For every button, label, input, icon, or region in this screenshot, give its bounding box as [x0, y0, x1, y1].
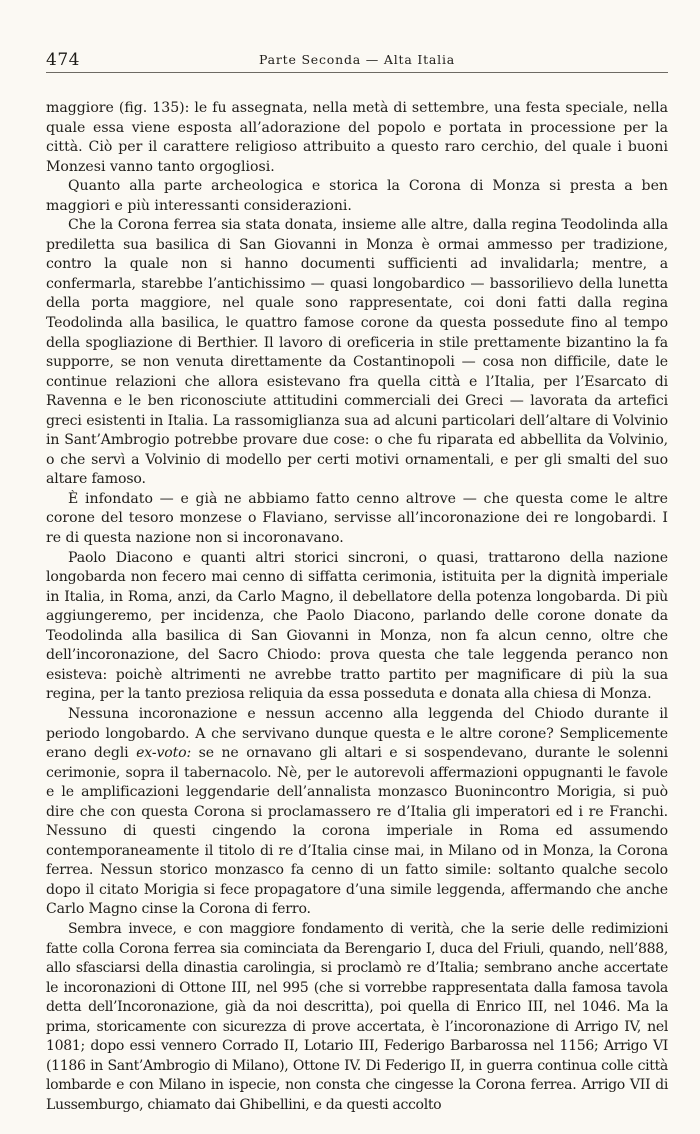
paragraph: [46, 705, 668, 920]
paragraph: Sembra invece, e con maggiore fondamento di verità, che la serie delle redimizioni fatte colla Corona ferrea sia cominciata da Berengario I, duca del Friuli, quando, nell’888, allo sfasciarsi della dinastia carolingia, si proclamò re d’Italia; sembrano anche accertate le incoronazioni di Ottone III, nel 995 (che si vorrebbe rappresentata dalla famosa tavola detta dell’Incoronazione, già da noi descritta), poi quella di Enrico III, nel 1046. Ma la prima, storicamente con sicurezza di prove accertata, è l’incoronazione di Arrigo IV, nel 1081; dopo essi vennero Corrado II, Lotario III, Federigo Barbarossa nel 1156; Arrigo VI (1186 in Sant’Ambrogio di Milano), Ottone IV. Di Federigo II, in guerra continua colle città lombarde e con Milano in ispecie, non consta che cingesse la Corona ferrea. Arrigo VII di Lussemburgo, chiamato dai Ghibellini, e da questi accolto: [46, 920, 668, 1113]
paragraph: È infondato — e già ne abbiamo fatto cenno altrove — che questa come le altre corone del tesoro monzese o Flaviano, servisse all’incoronazione dei re longobardi. I re di questa nazione non si incoronavano.: [46, 490, 668, 547]
body-text: [46, 99, 668, 1115]
italic-term: ex-voto:: [136, 745, 192, 762]
paragraph-text: Nessuna incoronazione e nessun accenno alla leggenda del Chiodo durante il periodo longobardo. A che servivano dunque questa e le altre corone? Semplicemente erano degli: [46, 705, 668, 762]
paragraph: Paolo Diacono e quanti altri storici sincroni, o quasi, trattarono della nazione longobarda non fecero mai cenno di siffatta cerimonia, istituita per la dignità imperiale in Italia, in Roma, anzi, da Carlo Magno, il debellatore della potenza longobarda. Di più aggiungeremo, per incidenza, che Paolo Diacono, parlando delle corone donate da Teodolinda alla basilica di San Giovanni in Monza, non fa alcun cenno, oltre che dell’incoronazione, del Sacro Chiodo: prova questa che tale leggenda peranco non esisteva: poichè altrimenti ne avrebbe tratto partito per magnificare di più la sua regina, per la tanto preziosa reliquia da essa posseduta e donata alla chiesa di Monza.: [46, 549, 668, 703]
paragraph: maggiore (fig. 135): le fu assegnata, nella metà di settembre, una festa speciale, nella quale essa viene esposta all’adorazione del popolo e portata in processione per la città. Ciò per il carattere religioso attribuito a questo raro cerchio, del quale i buoni Monzesi vanno tanto orgogliosi.: [46, 100, 668, 175]
paragraph-text: se ne ornavano gli altari e si sospendevano, durante le solenni cerimonie, sopra il tabernacolo. Nè, per le autorevoli affermazioni oppugnanti le favole e le amplificazioni leggendarie dell’annalista monzasco Buonincontro Morigia, si può dire che con questa Corona si proclamassero re d’Italia gli imperatori ed i re Franchi. Nessuno di questi cingendo la corona imperiale in Roma ed assumendo contemporaneamente il titolo di re d’Italia cinse mai, in Milano od in Monza, la Corona ferrea. Nessun storico monzasco fa cenno di un fatto simile: soltanto qualche secolo dopo il citato Morigia si fece propagatore d’una simile leggenda, affermando che anche Carlo Magno cinse la Corona di ferro.: [46, 745, 668, 918]
paragraph: Quanto alla parte archeologica e storica la Corona di Monza si presta a ben maggiori e più interessanti considerazioni.: [46, 178, 668, 214]
running-title: Parte Seconda — Alta Italia: [258, 52, 456, 67]
paragraph: Che la Corona ferrea sia stata donata, insieme alle altre, dalla regina Teodolinda alla prediletta sua basilica di San Giovanni in Monza è ormai ammesso per tradizione, contro la quale non si hanno documenti sufficienti ad invalidarla; mentre, a confermarla, starebbe l’antichissimo — quasi longobardico — bassorilievo della lunetta della porta maggiore, nel quale sono rappresentate, coi doni fatti dalla regina Teodolinda alla basilica, le quattro famose corone da questa possedute fino al tempo della spogliazione di Berthier. Il lavoro di oreficeria in stile prettamente bizantino la fa supporre, se non venuta direttamente da Costantinopoli — cosa non difficile, date le continue relazioni che allora esistevano fra quella città e l’Italia, per l’Esarcato di Ravenna e le ben riconosciute attitudini commerciali dei Greci — lavorata da artefici greci esistenti in Italia. La rassomiglianza sua ad alcuni particolari dell’altare di Volvinio in Sant’Ambrogio potrebbe provare due cose: o che fu riparata ed abbellita da Volvinio, o che servì a Volvinio di modello per certi motivi ornamentali, e per gli smalti del suo altare famoso.: [46, 217, 668, 488]
page-header: [46, 48, 668, 73]
book-page: [46, 48, 668, 1115]
page-number: 474: [46, 50, 80, 70]
